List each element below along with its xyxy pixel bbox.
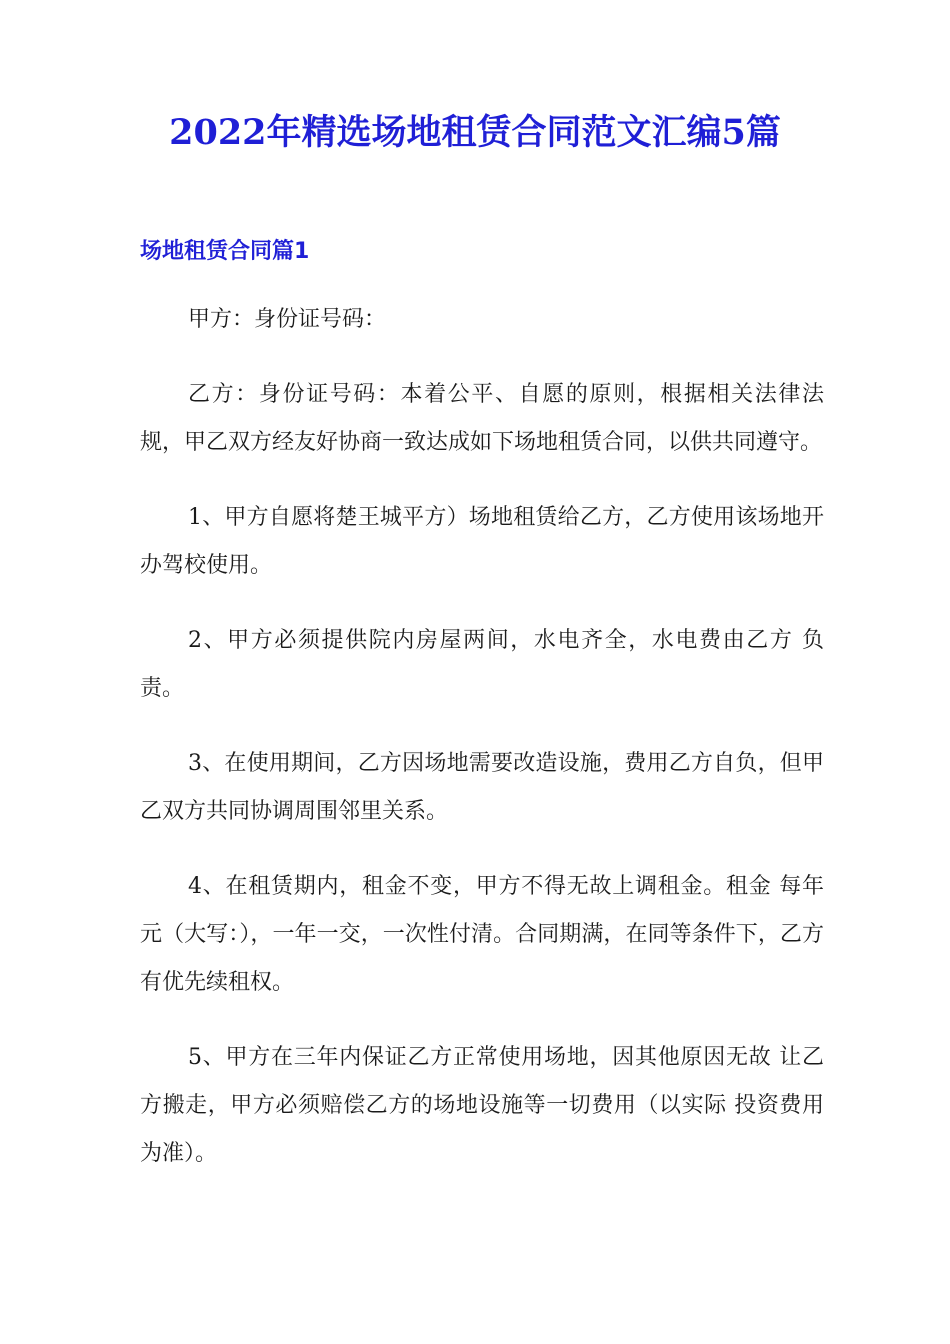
paragraph-clause-2: 2、甲方必须提供院内房屋两间，水电齐全，水电费由乙方 负责。 bbox=[140, 628, 824, 701]
paragraph-clause-1: 1、甲方自愿将楚王城平方）场地租赁给乙方，乙方使用该场地开办驾校使用。 bbox=[140, 505, 824, 578]
paragraph-clause-3: 3、在使用期间，乙方因场地需要改造设施，费用乙方自负，但甲乙双方共同协调周围邻里关系。 bbox=[140, 751, 824, 824]
paragraph-clause-4: 4、在租赁期内，租金不变，甲方不得无故上调租金。租金 每年元（大写：），一年一交，一次性付清。合同期满，在同等条件下，乙方有优先续租权。 bbox=[140, 874, 824, 995]
paragraph-clause-5: 5、甲方在三年内保证乙方正常使用场地，因其他原因无故 让乙方搬走，甲方必须赔偿乙方的场地设施等一切费用（以实际 投资费用为准）。 bbox=[140, 1045, 824, 1166]
section-heading: 场地租赁合同篇1 bbox=[140, 239, 310, 264]
paragraph-party-b: 乙方：身份证号码：本着公平、自愿的原则，根据相关法律法规，甲乙双方经友好协商一致达成如下场地租赁合同，以供共同遵守。 bbox=[140, 382, 824, 455]
document-title: 2022年精选场地租赁合同范文汇编5篇 bbox=[169, 112, 781, 153]
document-body bbox=[140, 296, 824, 1205]
paragraph-party-a: 甲方：身份证号码： bbox=[188, 307, 387, 332]
